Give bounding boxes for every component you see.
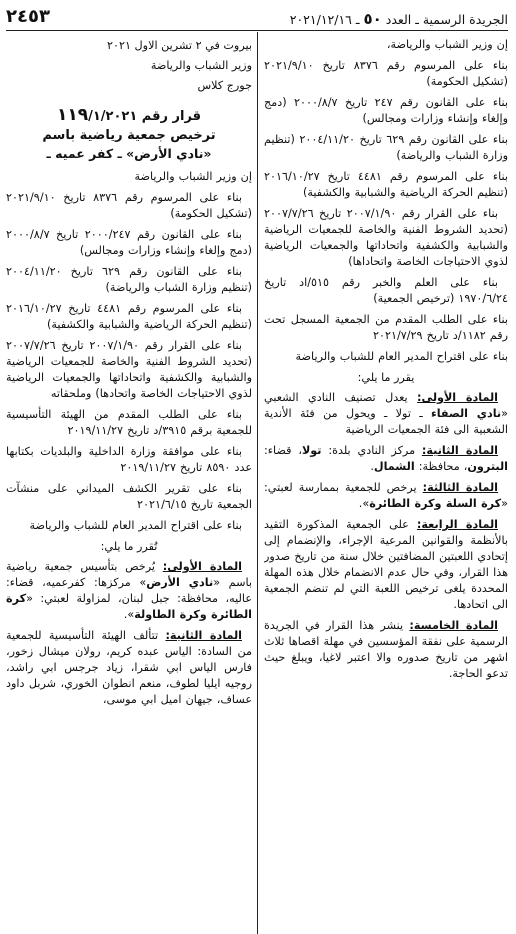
recital: بناء على المرسوم رقم ٨٣٧٦ تاريخ ٢٠٢١/٩/١٠ (تشكيل الحكومة) — [6, 191, 252, 220]
preamble: إن وزير الشباب والرياضة، — [386, 38, 508, 51]
decision-subject: ترخيص جمعية رياضية باسم — [42, 128, 216, 143]
article-label: المادة الأولى: — [417, 391, 498, 404]
recital: بناء على القانون رقم ٢٠٠٠/٢٤٧ تاريخ ٢٠٠٠/٨/٧ (دمج وإلغاء وإنشاء وزارات ومجالس) — [6, 228, 252, 257]
recital: بناء على الطلب المقدم من الهيئة التأسيسية للجمعية برقم ٣٩١٥/د تاريخ ٢٠١٩/١١/٢٧ — [6, 408, 252, 437]
recital: بناء على المرسوم رقم ٤٤٨١ تاريخ ٢٠١٦/١٠/٢٧ (تنظيم الحركة الرياضية والشبابية والكشفية) — [264, 170, 508, 199]
recital: بناء على المرسوم رقم ٨٣٧٦ تاريخ ٢٠٢١/٩/١٠ (تشكيل الحكومة) — [264, 59, 508, 88]
page-number: ٢٤٥٣ — [6, 6, 50, 27]
article-1: المادة الأولى: يُرخص بتأسيس جمعية رياضية باسم «نادي الأرض» مركزها: كفرعميه، قضاء: عاليه، محافظة: جبل لبنان، لمزاولة لعبتي: «كرة الطائرة وكرة الطاولة». — [6, 560, 252, 621]
article-label: المادة الثالثة: — [422, 481, 498, 494]
recital: بناء على القانون رقم ٦٢٩ تاريخ ٢٠٠٤/١١/٢٠ (تنظيم وزارة الشباب والرياضة) — [6, 265, 252, 294]
page-header — [6, 6, 508, 32]
gazette-title — [290, 10, 508, 28]
recital: بناء على الطلب المقدم من الجمعية المسجل تحت رقم ١١٨٢/د تاريخ ٢٠٢١/٧/٢٩ — [264, 313, 508, 342]
recital: بناء على القرار رقم ٢٠٠٧/١/٩٠ تاريخ ٢٠٠٧/٧/٢٦ (تحديد الشروط الفنية والخاصة للجمعيات الرياضية والشبابية والكشفية واتحاداتها والجمعيات الرياضية لذوي الاحتياجات الخاصة واتحادها) وملحقاته — [6, 339, 252, 400]
recital: بناء على القانون رقم ٢٤٧ تاريخ ٢٠٠٠/٨/٧ (دمج وإلغاء وإنشاء وزارات ومجالس) — [264, 96, 508, 125]
decision-club: «نادي الأرض» ـ كفر عميه ـ — [46, 146, 212, 161]
article-5: المادة الخامسة: ينشر هذا القرار في الجريدة الرسمية على نفقة المؤسسين في مهلة اقصاها ثلاث اشهر من تاريخ صدوره والا اعتبر لاغيا، ويبلغ حيث تدعو الحاجة. — [264, 619, 508, 680]
signer-title: وزير الشباب والرياضة — [150, 59, 252, 72]
preamble: إن وزير الشباب والرياضة — [134, 170, 252, 183]
decision-number: قرار رقم ١١٩/١/٢٠٢١ — [56, 105, 202, 125]
recital: بناء على اقتراح المدير العام للشباب والرياضة — [29, 519, 242, 532]
right-column — [264, 37, 508, 934]
article-label: المادة الخامسة: — [409, 619, 498, 632]
club-name: نادي الصفاء — [430, 407, 502, 420]
decision-title — [6, 105, 252, 163]
article-2: المادة الثانية: مركز النادي بلدة: تولا، قضاء: البترون، محافظة: الشمال. — [264, 444, 508, 473]
article-label: المادة الأولى: — [162, 560, 243, 573]
recital: بناء على القرار رقم ٢٠٠٧/١/٩٠ تاريخ ٢٠٠٧/٧/٢٦ (تحديد الشروط الفنية والخاصة للجمعيات الرياضية والشبابية والكشفية واتحاداتها والجمعيات الرياضية لذوي الاحتياجات الخاصة واتحاداها) — [264, 207, 508, 268]
left-column — [6, 37, 252, 934]
article-3: المادة الثالثة: يرخص للجمعية بممارسة لعبتي: «كرة السلة وكرة الطائرة». — [264, 481, 508, 510]
recital: بناء على العلم والخبر رقم ٥١٥/اد تاريخ ١٩٧٠/٦/٢٤ (ترخيص الجمعية) — [264, 276, 508, 305]
title-text: الجريدة الرسمية ـ العدد — [381, 12, 508, 27]
club-name: نادي الأرض — [146, 576, 214, 589]
recital: بناء على القانون رقم ٦٢٩ تاريخ ٢٠٠٤/١١/٢٠ (تنظيم وزارة الشباب والرياضة) — [264, 133, 508, 162]
recital: بناء على موافقة وزارة الداخلية والبلديات بكتابها عدد ٨٥٩٠ تاريخ ٢٠١٩/١١/٢٧ — [6, 445, 252, 474]
recital: بناء على تقرير الكشف الميداني على منشآت الجمعية تاريخ ٢٠٢١/٦/١٥ — [6, 482, 252, 511]
issue-number: ٥٠ — [363, 10, 382, 28]
article-label: المادة الثانية: — [421, 444, 499, 457]
article-1: المادة الأولى: يعدل تصنيف النادي الشعبي «نادي الصفاء ـ تولا ـ ويحول من فئة الأندية الشعبية الى فئة الجمعيات الرياضية — [264, 391, 508, 436]
decides-heading: يقرر ما يلي: — [357, 371, 415, 384]
decides-heading: تُقرر ما يلي: — [100, 540, 158, 553]
place-date: بيروت في ٢ تشرين الاول ٢٠٢١ — [106, 39, 252, 52]
column-divider — [257, 32, 258, 934]
article-2: المادة الثانية: تتألف الهيئة التأسيسية للجمعية من السادة: الياس عبده كريم، رولان ميشال زخور، فارس الياس ابي شقرا، زياد جرجس ابي راشد، روجيه ايليا لطوف، منعم انطوان الخوري، شربل داود عساف، جيهان اميل ابي موسى، — [6, 629, 252, 706]
recital: بناء على اقتراح المدير العام للشباب والرياضة — [295, 350, 508, 363]
signer-name: جورج كلاس — [197, 79, 252, 92]
article-4: المادة الرابعة: على الجمعية المذكورة التقيد بالأنظمة والقوانين المرعية الإجراء، والإنضمام إلى إتحادي اللعبتين المضافتين خلال سنة من تاريخ صدور هذا القرار، وفي حال عدم الانضمام خلال هذه المهلة المحددة يلغى ترخيص اللعبة التي لم تنضم الجمعية الى اتحادها. — [264, 518, 508, 611]
article-label: المادة الثانية: — [165, 629, 242, 642]
article-label: المادة الرابعة: — [416, 518, 498, 531]
issue-date: ـ ٢٠٢١/١٢/١٦ — [289, 12, 364, 27]
recital: بناء على المرسوم رقم ٤٤٨١ تاريخ ٢٠١٦/١٠/٢٧ (تنظيم الحركة الرياضية والشبابية والكشفية) — [6, 302, 252, 331]
header-rule — [6, 30, 508, 31]
